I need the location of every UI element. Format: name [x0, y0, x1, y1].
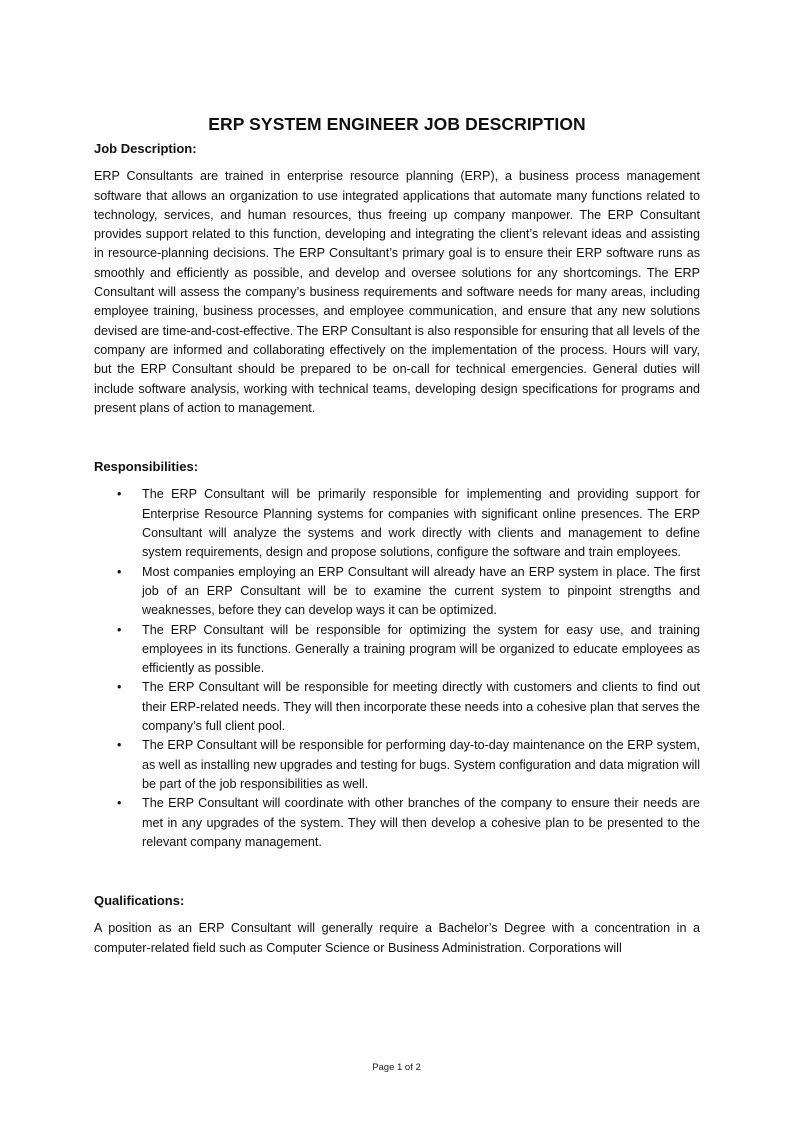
- list-item: [94, 736, 700, 794]
- list-item: [94, 485, 700, 562]
- page-number: Page 1 of 2: [372, 1062, 421, 1073]
- responsibilities-section: [94, 457, 700, 852]
- list-item-text: The ERP Consultant will coordinate with other branches of the company to ensure their needs are met in any upgrades of the system. They will then develop a cohesive plan to be presented to the relevant company management.: [142, 796, 700, 849]
- list-item-text: The ERP Consultant will be responsible for meeting directly with customers and clients to find out their ERP-related needs. They will then incorporate these needs into a cohesive plan that serves the company’s full client pool.: [142, 680, 700, 734]
- list-item: [94, 678, 700, 736]
- bullet-icon: •: [117, 564, 122, 579]
- document-title: ERP SYSTEM ENGINEER JOB DESCRIPTION: [208, 114, 586, 134]
- bullet-icon: •: [117, 680, 122, 695]
- section-spacer: [94, 852, 700, 891]
- responsibilities-list: [94, 485, 700, 852]
- qualifications-text: A position as an ERP Consultant will generally require a Bachelor’s Degree with a concentration in a computer-related field such as Computer Science or Business Administration. Corporations will: [94, 921, 700, 955]
- qualifications-heading: Qualifications:: [94, 893, 185, 909]
- list-item: [94, 794, 700, 852]
- qualifications-section: [94, 891, 700, 958]
- list-item-text: The ERP Consultant will be primarily responsible for implementing and providing support for Enterprise Resource Planning systems for companies with significant online presences. The ERP Consultant will analyze the systems and work directly with clients and management to define system requirements, design and propose solutions, configure the software and train employees.: [142, 487, 700, 560]
- responsibilities-heading: Responsibilities:: [94, 459, 199, 475]
- job-description-heading: Job Description:: [94, 141, 197, 156]
- section-spacer: [94, 418, 700, 457]
- list-item-text: The ERP Consultant will be responsible for optimizing the system for easy use, and training employees in its functions. Generally a training program will be organized to educate employees as efficiently as possible.: [142, 622, 700, 676]
- list-item-text: Most companies employing an ERP Consultant will already have an ERP system in place. The first job of an ERP Consultant will be to examine the current system to pinpoint strengths and weaknesses, before they can develop ways it can be optimized.: [142, 564, 700, 618]
- bullet-icon: •: [117, 796, 122, 811]
- list-item: [94, 563, 700, 621]
- job-description-section: [94, 139, 700, 418]
- page-content: [94, 112, 700, 958]
- job-description-text: ERP Consultants are trained in enterprise resource planning (ERP), a business process management software that allows an organization to use integrated applications that automate many functions related to technology, services, and human resources, thus freeing up company manpower. The ERP Consultant provides support related to this function, developing and integrating the client’s relevant ideas and assisting in resource-planning decisions. The ERP Consultant’s primary goal is to ensure their ERP software runs as smoothly and efficiently as possible, and develop and oversee solutions for any shortcomings. The ERP Consultant will assess the company’s business requirements and software needs for many areas, including employee training, business processes, and employee communication, and ensure that any new solutions devised are time-and-cost-effective. The ERP Consultant is also responsible for ensuring that all levels of the company are informed and collaborating effectively on the implementation of the process. Hours will vary, but the ERP Consultant should be prepared to be on-call for technical emergencies. General duties will include software analysis, working with technical teams, developing design specifications for programs and present plans of action to management.: [94, 169, 700, 415]
- list-item: [94, 621, 700, 679]
- bullet-icon: •: [117, 487, 122, 502]
- bullet-icon: •: [117, 622, 122, 637]
- bullet-icon: •: [117, 738, 122, 753]
- list-item-text: The ERP Consultant will be responsible for performing day-to-day maintenance on the ERP system, as well as installing new upgrades and testing for bugs. System configuration and data migration will be part of the job responsibilities as well.: [142, 738, 700, 791]
